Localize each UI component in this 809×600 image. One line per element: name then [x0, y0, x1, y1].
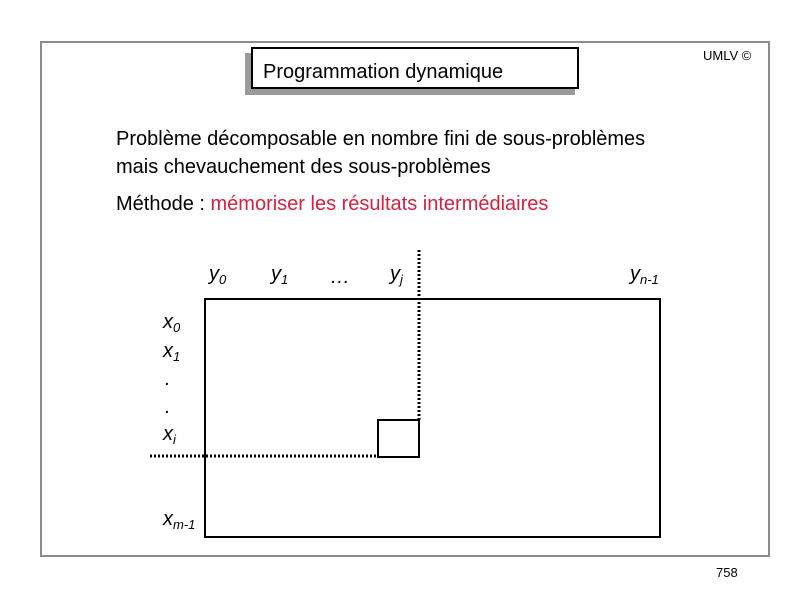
- row-label-x0: $x_0$: [163, 311, 181, 335]
- row-label-dot-1: .: [165, 368, 171, 390]
- column-label-y1: $y_1$: [271, 263, 289, 287]
- row-label-x1: $x_1$: [163, 340, 181, 364]
- page-number: 758: [716, 565, 738, 580]
- column-label-yj: $y_j$: [390, 263, 403, 287]
- column-label-ellipsis: …: [330, 266, 350, 288]
- column-label-y0: $y_0$: [209, 263, 227, 287]
- cell-ij-square: [378, 420, 419, 457]
- slide-title: Programmation dynamique: [251, 47, 579, 89]
- column-label-yn-1: $y_{n-1}$: [630, 263, 659, 287]
- text-line-2: mais chevauchement des sous-problèmes: [116, 156, 491, 178]
- row-label-xm-1: $x_{m-1}$: [163, 508, 196, 532]
- text-line-1: Problème décomposable en nombre fini de sous-problèmes: [116, 128, 646, 150]
- row-label-xi: $x_i$: [163, 423, 176, 447]
- method-value: mémoriser les résultats intermédiaires: [210, 193, 549, 215]
- row-label-dot-2: .: [165, 396, 171, 418]
- table-rectangle: [205, 299, 660, 537]
- method-label: Méthode :: [116, 193, 211, 215]
- umlv-badge: UMLV ©: [703, 48, 752, 63]
